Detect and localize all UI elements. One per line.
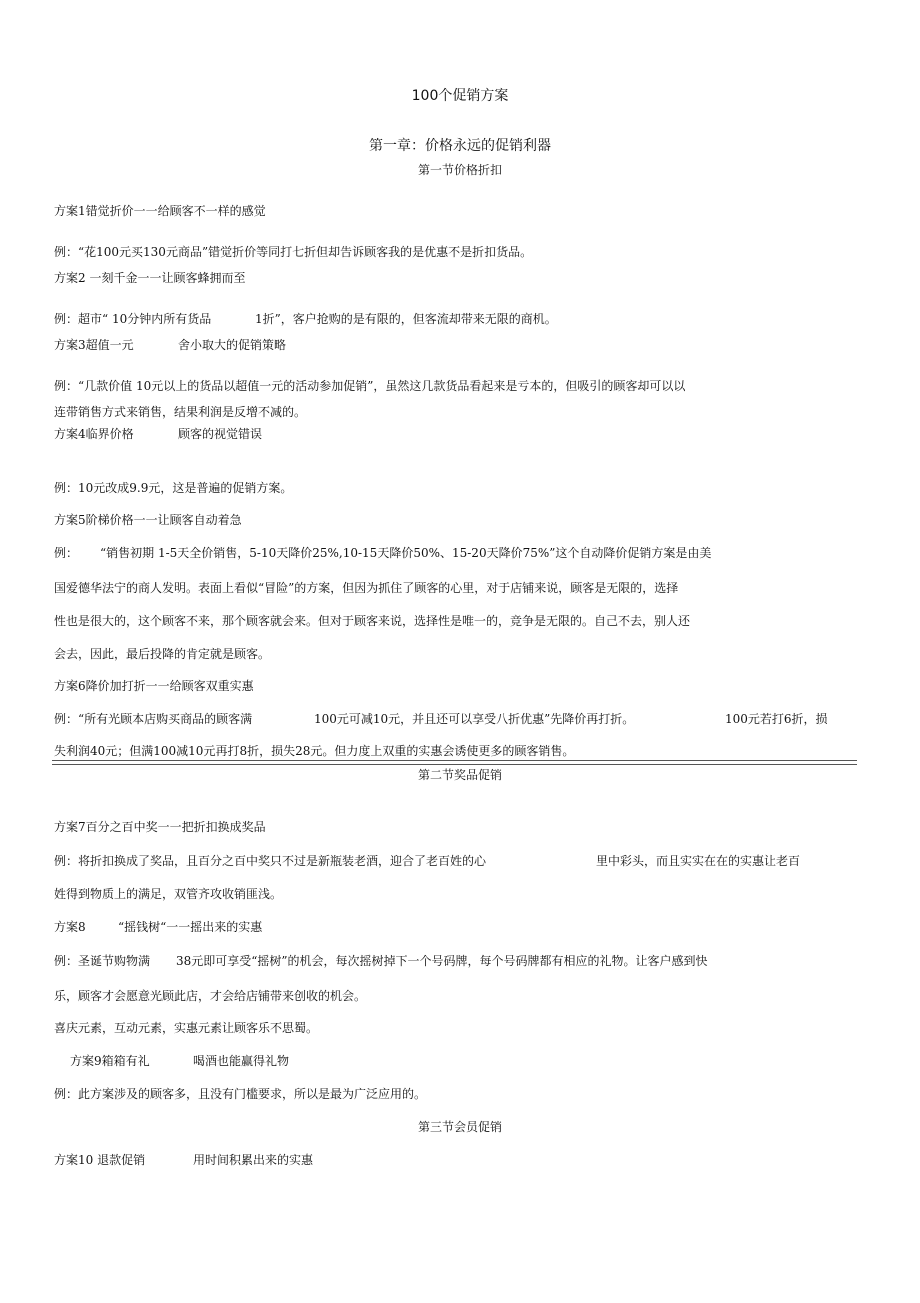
plan-example-continued: 1折”，客户抢购的是有限的，但客流却带来无限的商机。 xyxy=(255,312,557,326)
plan-heading: 方案4临界价格 xyxy=(54,427,134,441)
plan-example-continued: 100元若打6折，损 xyxy=(725,712,828,726)
plan-subheading: “摇钱树“一一摇出来的实惠 xyxy=(118,920,263,934)
plan-example-line: 连带销售方式来销售，结果利润是反增不减的。 xyxy=(54,405,307,419)
plan-heading: 方案2 一刻千金一一让顾客蜂拥而至 xyxy=(54,271,246,285)
plan-heading: 方案8 xyxy=(54,920,86,934)
plan-example: 例：将折扣换成了奖品，且百分之百中奖只不过是新瓶装老酒，迎合了老百姓的心 xyxy=(54,854,487,868)
plan-subheading: 用时间积累出来的实惠 xyxy=(193,1153,314,1167)
plan-heading: 方案6降价加打折一一给顾客双重实惠 xyxy=(54,679,254,693)
plan-heading: 方案5阶梯价格一一让顾客自动着急 xyxy=(54,513,242,527)
plan-example: 例：此方案涉及的顾客多，且没有门槛要求，所以是最为广泛应用的。 xyxy=(54,1087,427,1101)
plan-example-continued: 38元即可享受“摇树”的机会，每次摇树掉下一个号码牌，每个号码牌都有相应的礼物。让客户感到快 xyxy=(176,954,708,968)
plan-heading: 方案10 退款促销 xyxy=(54,1153,146,1167)
plan-heading: 方案7百分之百中奖一一把折扣换成奖品 xyxy=(54,820,266,834)
plan-heading: 方案1错觉折价一一给顾客不一样的感觉 xyxy=(54,204,266,218)
plan-example-line: 会去，因此，最后投降的肯定就是顾客。 xyxy=(54,647,271,661)
plan-example-line: 姓得到物质上的满足，双管齐攻收销匪浅。 xyxy=(54,887,283,901)
plan-example: 例：“花100元买130元商品”错觉折价等同打七折但却告诉顾客我的是优惠不是折扣货品。 xyxy=(54,245,533,259)
section-title: 第三节会员促销 xyxy=(417,1120,502,1134)
plan-example-label: 例： xyxy=(54,546,79,560)
plan-example-line: 乐，顾客才会愿意光顾此店，才会给店铺带来创收的机会。 xyxy=(54,989,367,1003)
plan-example-continued: 里中彩头，而且实实在在的实惠让老百 xyxy=(596,854,801,868)
chapter-title: 第一章：价格永远的促销利器 xyxy=(369,138,551,154)
plan-example: 例：“所有光顾本店购买商品的顾客满 xyxy=(54,712,253,726)
plan-heading: 方案9箱箱有礼 xyxy=(70,1054,150,1068)
section-title: 第一节价格折扣 xyxy=(417,163,502,177)
plan-example-line: 喜庆元素，互动元素，实惠元素让顾客乐不思蜀。 xyxy=(54,1021,319,1035)
plan-example: 例：圣诞节购物满 xyxy=(54,954,151,968)
plan-subheading: 舍小取大的促销策略 xyxy=(178,338,287,352)
plan-example-line: 国爱德华法宁的商人发明。表面上看似“冒险”的方案，但因为抓住了顾客的心里，对于店铺来说，顾客是无限的，选择 xyxy=(54,581,679,595)
plan-example-line: 性也是很大的，这个顾客不来，那个顾客就会来。但对于顾客来说，选择性是唯一的，竞争是无限的。自己不去，别人还 xyxy=(54,614,691,628)
divider-rule xyxy=(52,764,857,765)
plan-example: 例：超市“ 10分钟内所有货品 xyxy=(54,312,212,326)
plan-example: 例：“几款价值 10元以上的货品以超值一元的活动参加促销”，虽然这几款货品看起来是亏本的，但吸引的顾客却可以以 xyxy=(54,379,686,393)
plan-subheading: 喝酒也能赢得礼物 xyxy=(193,1054,290,1068)
plan-example-line: 失利润40元；但满100减10元再打8折，损失28元。但力度上双重的实惠会诱使更多的顾客销售。 xyxy=(54,744,575,758)
divider-rule xyxy=(52,760,857,761)
plan-heading: 方案3超值一元 xyxy=(54,338,134,352)
page-title: 100个促销方案 xyxy=(411,88,509,104)
plan-subheading: 顾客的视觉错误 xyxy=(178,427,263,441)
plan-example: “销售初期 1-5天全价销售，5-10天降价25%,10-15天降价50%、15-20天降价75%”这个自动降价促销方案是由美 xyxy=(100,546,712,560)
plan-example-continued: 100元可减10元，并且还可以享受八折优惠”先降价再打折。 xyxy=(314,712,635,726)
plan-example: 例：10元改成9.9元，这是普遍的促销方案。 xyxy=(54,481,293,495)
section-title: 第二节奖品促销 xyxy=(417,768,502,782)
